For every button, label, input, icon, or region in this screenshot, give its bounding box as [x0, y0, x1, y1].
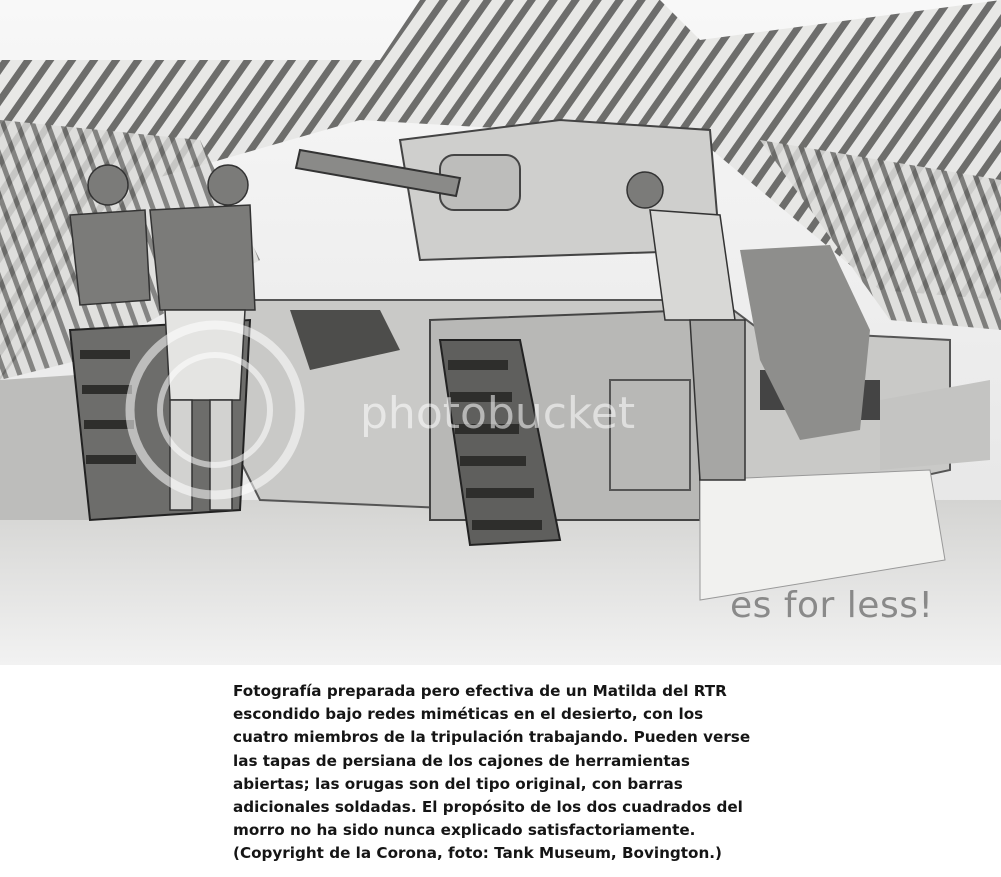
caption-line: cuatro miembros de la tripulación trabajando. Pueden verse	[233, 728, 751, 747]
caption-line: morro no ha sido nunca explicado satisfactoriamente.	[233, 821, 696, 840]
caption-line: adicionales soldadas. El propósito de los dos cuadrados del	[233, 798, 743, 817]
photo-caption	[233, 680, 793, 866]
caption-line: las tapas de persiana de los cajones de herramientas	[233, 751, 690, 770]
watermark-text: es for less!	[730, 585, 934, 626]
caption-line: escondido bajo redes miméticas en el desierto, con los	[233, 705, 704, 724]
caption-line: abiertas; las orugas son del tipo original, con barras	[233, 774, 683, 793]
svg-text:photobucket: photobucket	[360, 388, 636, 439]
caption-line: Fotografía preparada pero efectiva de un Matilda del RTR	[233, 682, 727, 700]
caption-line: (Copyright de la Corona, foto: Tank Museum, Bovington.)	[233, 844, 722, 863]
